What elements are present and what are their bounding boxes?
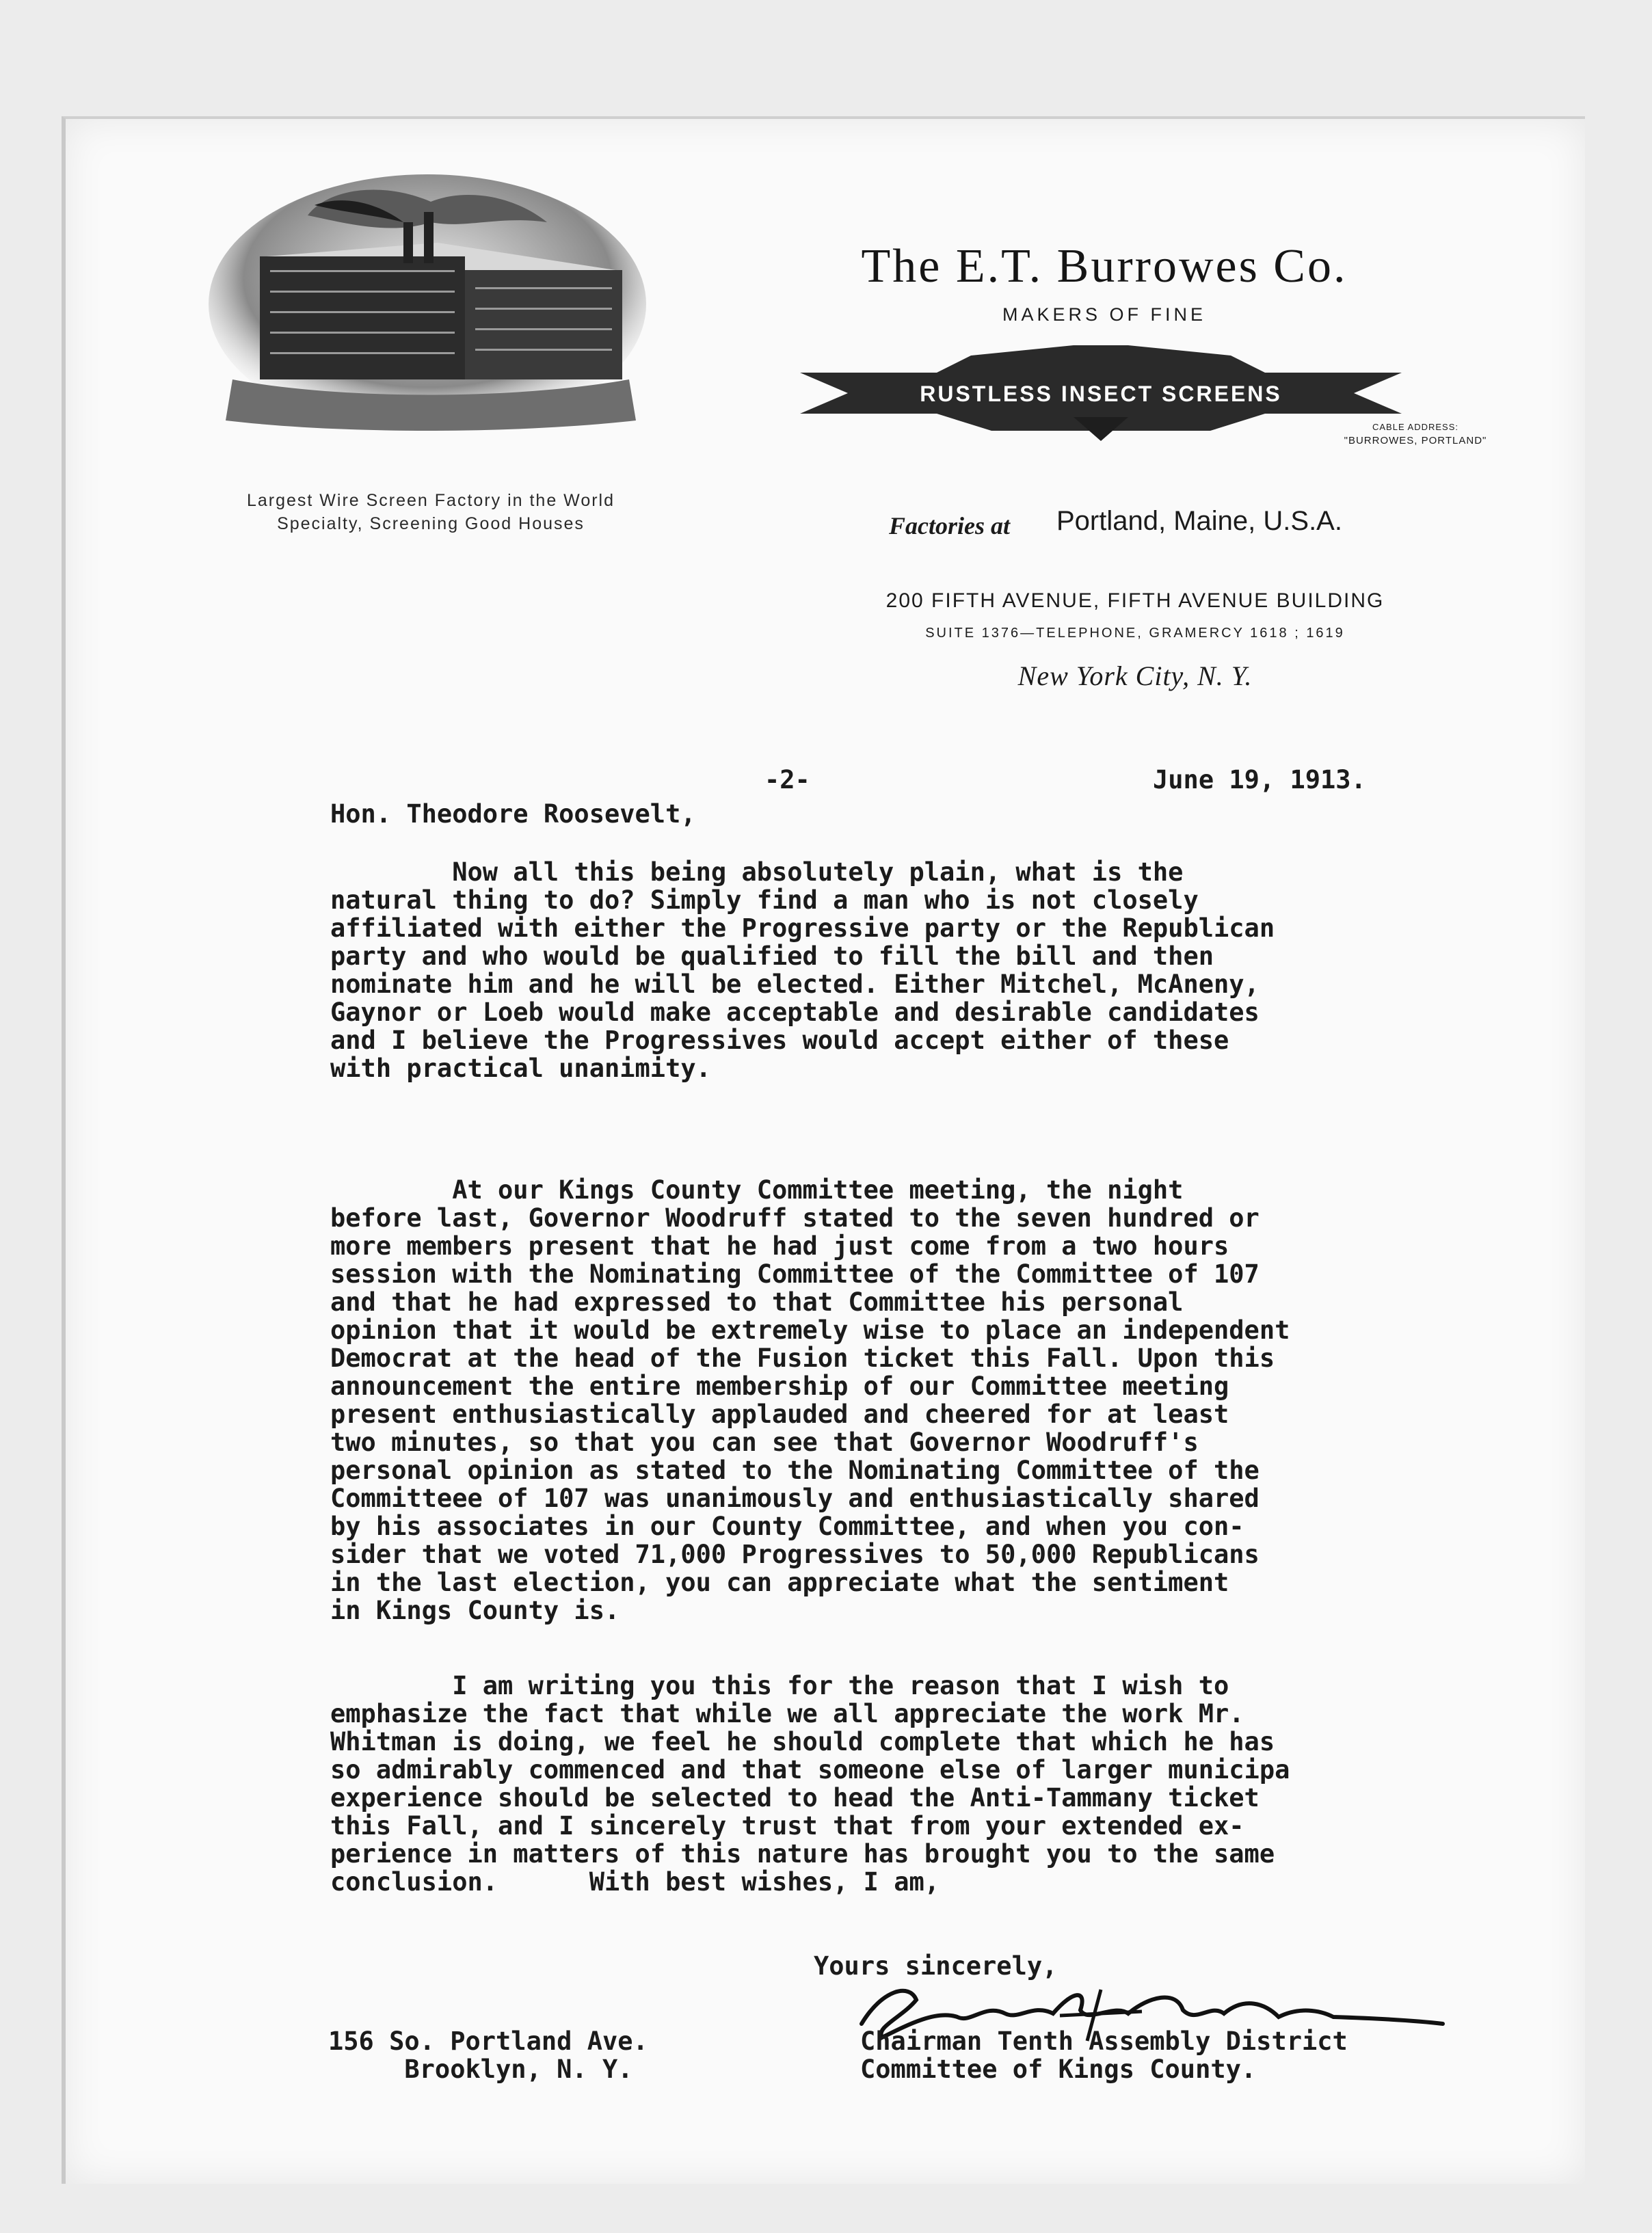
complimentary-close: Yours sincerely,: [814, 1951, 1058, 1981]
office-suite-telephone: SUITE 1376—TELEPHONE, GRAMERCY 1618 ; 1619: [925, 626, 1345, 641]
caption-line-1: Largest Wire Screen Factory in the World: [246, 491, 615, 510]
factories-location: Portland, Maine, U.S.A.: [1056, 506, 1342, 536]
cable-address: [1306, 420, 1525, 448]
sender-title: Chairman Tenth Assembly District Committee of Kings County.: [860, 2027, 1348, 2084]
letterhead-caption: [150, 489, 711, 535]
banner-text: RUSTLESS INSECT SCREENS: [920, 382, 1282, 406]
factories-label: Factories at: [889, 512, 1010, 539]
page-number: -2-: [764, 765, 810, 794]
makers-of-fine: MAKERS OF FINE: [1002, 304, 1207, 325]
office-city: New York City, N. Y.: [1017, 660, 1253, 691]
sender-address: 156 So. Portland Ave. Brooklyn, N. Y.: [328, 2027, 648, 2084]
factory-illustration: [205, 174, 650, 448]
caption-line-2: Specialty, Screening Good Houses: [277, 514, 585, 533]
body-paragraph-2: At our Kings County Committee meeting, the night before last, Governor Woodruff stated to the seven hundred or more members present that he had just come from a two hours session with the Nominating Committee of the Committee of 107 and that he had expressed to that Committee his personal opinion that it would be extremely wise to place an independent Democrat at the head of the Fusion ticket this Fall. Upon this announcement the entire membership of our Committee meeting present enthusiastically applauded and cheered for at least two minutes, so that you can see that Governor Woodruff's personal opinion as stated to the Nominating Committee of the Committeee of 107 was unanimously and enthusiastically shared by his associates in our County Committee, and when you con- sider that we voted 71,000 Progressives to 50,000 Republicans in the last election, you can appreciate what the sentiment in Kings County is.: [330, 1175, 1290, 1625]
cable-label: CABLE ADDRESS:: [1372, 422, 1458, 432]
company-name: The E.T. Burrowes Co.: [861, 240, 1348, 293]
cable-value: "BURROWES, PORTLAND": [1344, 435, 1487, 446]
body-paragraph-3: I am writing you this for the reason that I wish to emphasize the fact that while we all appreciate the work Mr. Whitman is doing, we feel he should complete that which he has so admirably commenced and that someone else of larger municipa experience should be selected to head the Anti-Tammany ticket this Fall, and I sincerely trust that from your extended ex- perience in matters of this nature has brought you to the same conclusion. With best wishes, I am,: [330, 1671, 1290, 1897]
body-paragraph-1: Now all this being absolutely plain, what is the natural thing to do? Simply find a man who is not closely affiliated with either the Progressive party or the Republican party and who would be qualified to fill the bill and then nominate him and he will be elected. Either Mitchel, McAneny, Gaynor or Loeb would make acceptable and desirable candidates and I believe the Progressives would accept either of these with practical unanimity.: [330, 857, 1275, 1083]
salutation: Hon. Theodore Roosevelt,: [330, 799, 696, 829]
letter-date: June 19, 1913.: [1153, 765, 1366, 794]
office-address: 200 FIFTH AVENUE, FIFTH AVENUE BUILDING: [885, 589, 1385, 612]
